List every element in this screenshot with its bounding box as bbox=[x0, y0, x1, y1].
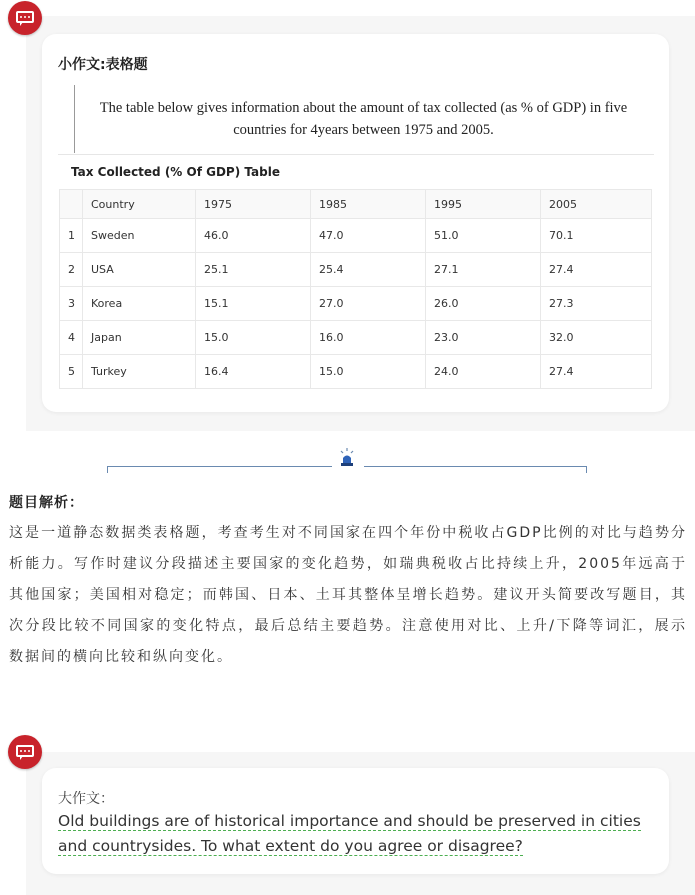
cell-value: 70.1 bbox=[541, 219, 652, 253]
cell-value: 27.3 bbox=[541, 287, 652, 321]
divider-tick-left bbox=[107, 466, 108, 473]
task2-question-line1: Old buildings are of historical importance and should be preserved in cities bbox=[58, 812, 641, 830]
cell-country: Turkey bbox=[83, 355, 196, 389]
cell-value: 51.0 bbox=[426, 219, 541, 253]
cell-value: 25.1 bbox=[196, 253, 311, 287]
table-header-row bbox=[60, 190, 652, 219]
table-row bbox=[60, 355, 652, 389]
cell-value: 15.1 bbox=[196, 287, 311, 321]
analysis-body: 这是一道静态数据类表格题，考查考生对不同国家在四个年份中税收占GDP比例的对比与趋势分析能力。写作时建议分段描述主要国家的变化趋势，如瑞典税收占比持续上升，2005年远高于其他国家；美国相对稳定；而韩国、日本、土耳其整体呈增长趋势。建议开头简要改写题目，其次分段比较不同国家的变化特点，最后总结主要趋势。注意使用对比、上升/下降等词汇，展示数据间的横向比较和纵向变化。 bbox=[9, 525, 687, 665]
index-header bbox=[60, 190, 83, 219]
column-header: 2005 bbox=[541, 190, 652, 219]
cell-value: 16.0 bbox=[311, 321, 426, 355]
chat-bubble-icon bbox=[8, 1, 42, 35]
tax-table bbox=[59, 189, 652, 389]
cell-value: 46.0 bbox=[196, 219, 311, 253]
cell-value: 16.4 bbox=[196, 355, 311, 389]
cell-value: 32.0 bbox=[541, 321, 652, 355]
chat-bubble-icon bbox=[8, 735, 42, 769]
task2-question-line2: and countrysides. To what extent do you agree or disagree? bbox=[58, 837, 523, 855]
cell-value: 26.0 bbox=[426, 287, 541, 321]
table-row bbox=[60, 219, 652, 253]
cell-value: 15.0 bbox=[196, 321, 311, 355]
column-header: 1995 bbox=[426, 190, 541, 219]
task1-question: The table below gives information about the amount of tax collected (as % of GDP) in five countries for 4years between 1975 and 2005. bbox=[74, 85, 652, 153]
cell-value: 23.0 bbox=[426, 321, 541, 355]
table-row bbox=[60, 321, 652, 355]
cell-value: 15.0 bbox=[311, 355, 426, 389]
divider-line-left bbox=[107, 466, 332, 467]
cell-value: 27.0 bbox=[311, 287, 426, 321]
row-index: 5 bbox=[60, 355, 83, 389]
table-row bbox=[60, 287, 652, 321]
question-divider bbox=[58, 154, 654, 155]
cell-country: Japan bbox=[83, 321, 196, 355]
cell-value: 25.4 bbox=[311, 253, 426, 287]
siren-icon bbox=[339, 448, 355, 468]
cell-country: USA bbox=[83, 253, 196, 287]
column-header: 1985 bbox=[311, 190, 426, 219]
divider-tick-right bbox=[586, 466, 587, 473]
table-row bbox=[60, 253, 652, 287]
cell-value: 24.0 bbox=[426, 355, 541, 389]
cell-country: Korea bbox=[83, 287, 196, 321]
cell-value: 27.4 bbox=[541, 355, 652, 389]
analysis-title: 题目解析： bbox=[9, 495, 84, 511]
cell-country: Sweden bbox=[83, 219, 196, 253]
task2-label: 大作文： bbox=[58, 791, 114, 807]
cell-value: 27.1 bbox=[426, 253, 541, 287]
row-index: 3 bbox=[60, 287, 83, 321]
cell-value: 47.0 bbox=[311, 219, 426, 253]
task2-question bbox=[58, 809, 658, 859]
task1-title: 小作文:表格题 bbox=[58, 57, 148, 73]
row-index: 4 bbox=[60, 321, 83, 355]
row-index: 2 bbox=[60, 253, 83, 287]
cell-value: 27.4 bbox=[541, 253, 652, 287]
row-index: 1 bbox=[60, 219, 83, 253]
table-title: Tax Collected (% Of GDP) Table bbox=[71, 165, 280, 179]
divider-line-right bbox=[364, 466, 586, 467]
column-header: 1975 bbox=[196, 190, 311, 219]
column-header: Country bbox=[83, 190, 196, 219]
